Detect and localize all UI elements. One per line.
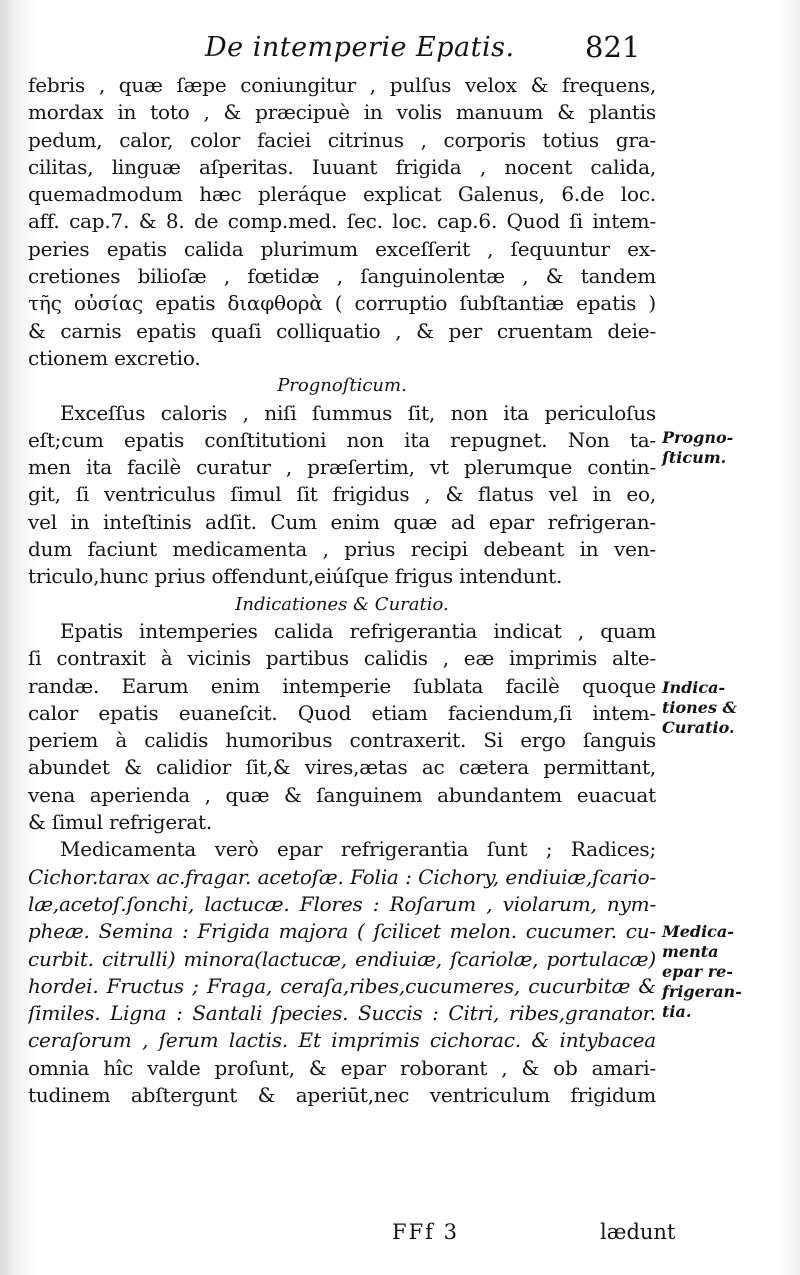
text-line: vel in inteſtinis adſit. Cum enim quæ ad epar refrigeran- — [28, 509, 656, 534]
catchword: lædunt — [600, 1220, 676, 1244]
margin-note-line: frigeran- — [662, 982, 742, 1001]
text-line: Cichor.tarax ac.fragar. acetoſæ. Folia : Cichory, endiuiæ,ſcario- — [28, 864, 656, 889]
page-header — [0, 30, 800, 70]
text-line: Exceſſus caloris , niſi ſummus ſit, non ita periculoſus — [60, 400, 656, 425]
text-line: omnia hîc valde proſunt, & epar roborant , & ob amari- — [28, 1055, 656, 1080]
margin-note-medicamenta — [662, 922, 792, 1022]
text-line: vena aperienda , quæ & ſanguinem abundantem euacuat — [28, 782, 656, 807]
page-number: 821 — [585, 30, 641, 64]
text-line: curbit. citrulli) minora(lactucæ, endiuiæ, ſcariolæ, portulacæ) — [28, 946, 656, 971]
margin-note-line: menta — [662, 942, 719, 961]
text-line: men ita facilè curatur , præſertim, vt plerumque contin- — [28, 455, 656, 480]
margin-note-line: Indica- — [662, 678, 726, 697]
text-line: abundet & calidior ſit,& vires,ætas ac cætera permittant, — [28, 755, 656, 780]
margin-note-line: Curatio. — [662, 718, 735, 737]
text-line: periem à calidis humoribus contraxerit. Si ergo ſanguis — [28, 728, 656, 753]
text-line: mordax in toto , & præcipuè in volis manuum & plantis — [28, 100, 656, 125]
text-line: pedum, calor, color faciei citrinus , corporis totius gra- — [28, 127, 656, 152]
text-line: randæ. Earum enim intemperie ſublata facilè quoque — [28, 673, 656, 698]
text-line: aff. cap.7. & 8. de comp.med. ſec. loc. cap.6. Quod ſi intem- — [28, 209, 656, 234]
body-text — [28, 72, 656, 1109]
signature-mark: FFf 3 — [392, 1220, 459, 1244]
text-line: triculo,hunc prius offendunt,eiúſque frigus intendunt. — [28, 564, 563, 589]
text-line: Medicamenta verò epar refrigerantia ſunt ; Radices; — [60, 837, 656, 862]
section-heading-prognosticum: Prognoſticum. — [277, 375, 407, 397]
text-line: & ſimul refrigerat. — [28, 810, 213, 835]
text-line: peries epatis calida plurimum exceſſerit , ſequuntur ex- — [28, 236, 656, 261]
margin-note-prognosticum — [662, 428, 792, 468]
section-heading-indicationes: Indicationes & Curatio. — [235, 593, 449, 615]
text-line: calor epatis euaneſcit. Quod etiam faciendum,ſi intem- — [28, 700, 656, 725]
text-line: ſi contraxit à vicinis partibus calidis , eæ imprimis alte- — [28, 646, 656, 671]
margin-note-line: Medica- — [662, 922, 734, 941]
text-line: & carnis epatis quaſi colliquatio , & per cruentam deie- — [28, 318, 656, 343]
margin-note-line: tia. — [662, 1002, 692, 1021]
text-line: febris , quæ ſæpe coniungitur , pulſus velox & frequens, — [28, 73, 656, 97]
running-title: De intemperie Epatis. — [205, 32, 515, 63]
margin-note-line: ſticum. — [662, 448, 727, 467]
text-line: hordei. Fructus ; Fraga, ceraſa,ribes,cucumeres, cucurbitæ & — [28, 973, 656, 998]
page-footer — [0, 1220, 800, 1254]
text-line: dum faciunt medicamenta , prius recipi debeant in ven- — [28, 537, 656, 562]
text-line: ſimiles. Ligna : Santali ſpecies. Succis : Citri, ribes,granator. — [28, 1001, 656, 1026]
margin-note-indicationes — [662, 678, 792, 738]
margin-note-line: Progno- — [662, 428, 734, 447]
text-line: ceraſorum , ſerum lactis. Et imprimis cichorac. & intybacea — [28, 1028, 656, 1053]
text-line: tudinem abſtergunt & aperiūt,nec ventriculum frigidum — [28, 1082, 656, 1107]
text-line: git, ſi ventriculus ſimul ſit frigidus , & flatus vel in eo, — [28, 482, 656, 507]
margin-note-line: epar re- — [662, 962, 733, 981]
text-line: ctionem excretio. — [28, 345, 201, 370]
text-line: pheæ. Semina : Frigida majora ( ſcilicet melon. cucumer. cu- — [28, 919, 656, 944]
text-line: quemadmodum hæc pleráque explicat Galenus, 6.de loc. — [28, 182, 656, 207]
margin-note-line: tiones & — [662, 698, 737, 717]
text-line: cilitas, linguæ aſperitas. Iuuant frigida , nocent calida, — [28, 154, 656, 179]
text-line: Epatis intemperies calida refrigerantia indicat , quam — [60, 618, 656, 643]
text-line: læ,acetoſ.ſonchi, lactucæ. Flores : Roſarum , violarum, nym- — [28, 891, 656, 916]
text-line: cretiones bilioſæ , fœtidæ , ſanguinolentæ , & tandem — [28, 264, 656, 289]
text-line: τῆς οὐσίας epatis διαφθορὰ ( corruptio ſubſtantiæ epatis ) — [28, 291, 656, 316]
text-line: eſt;cum epatis conſtitutioni non ita repugnet. Non ta- — [28, 427, 656, 452]
